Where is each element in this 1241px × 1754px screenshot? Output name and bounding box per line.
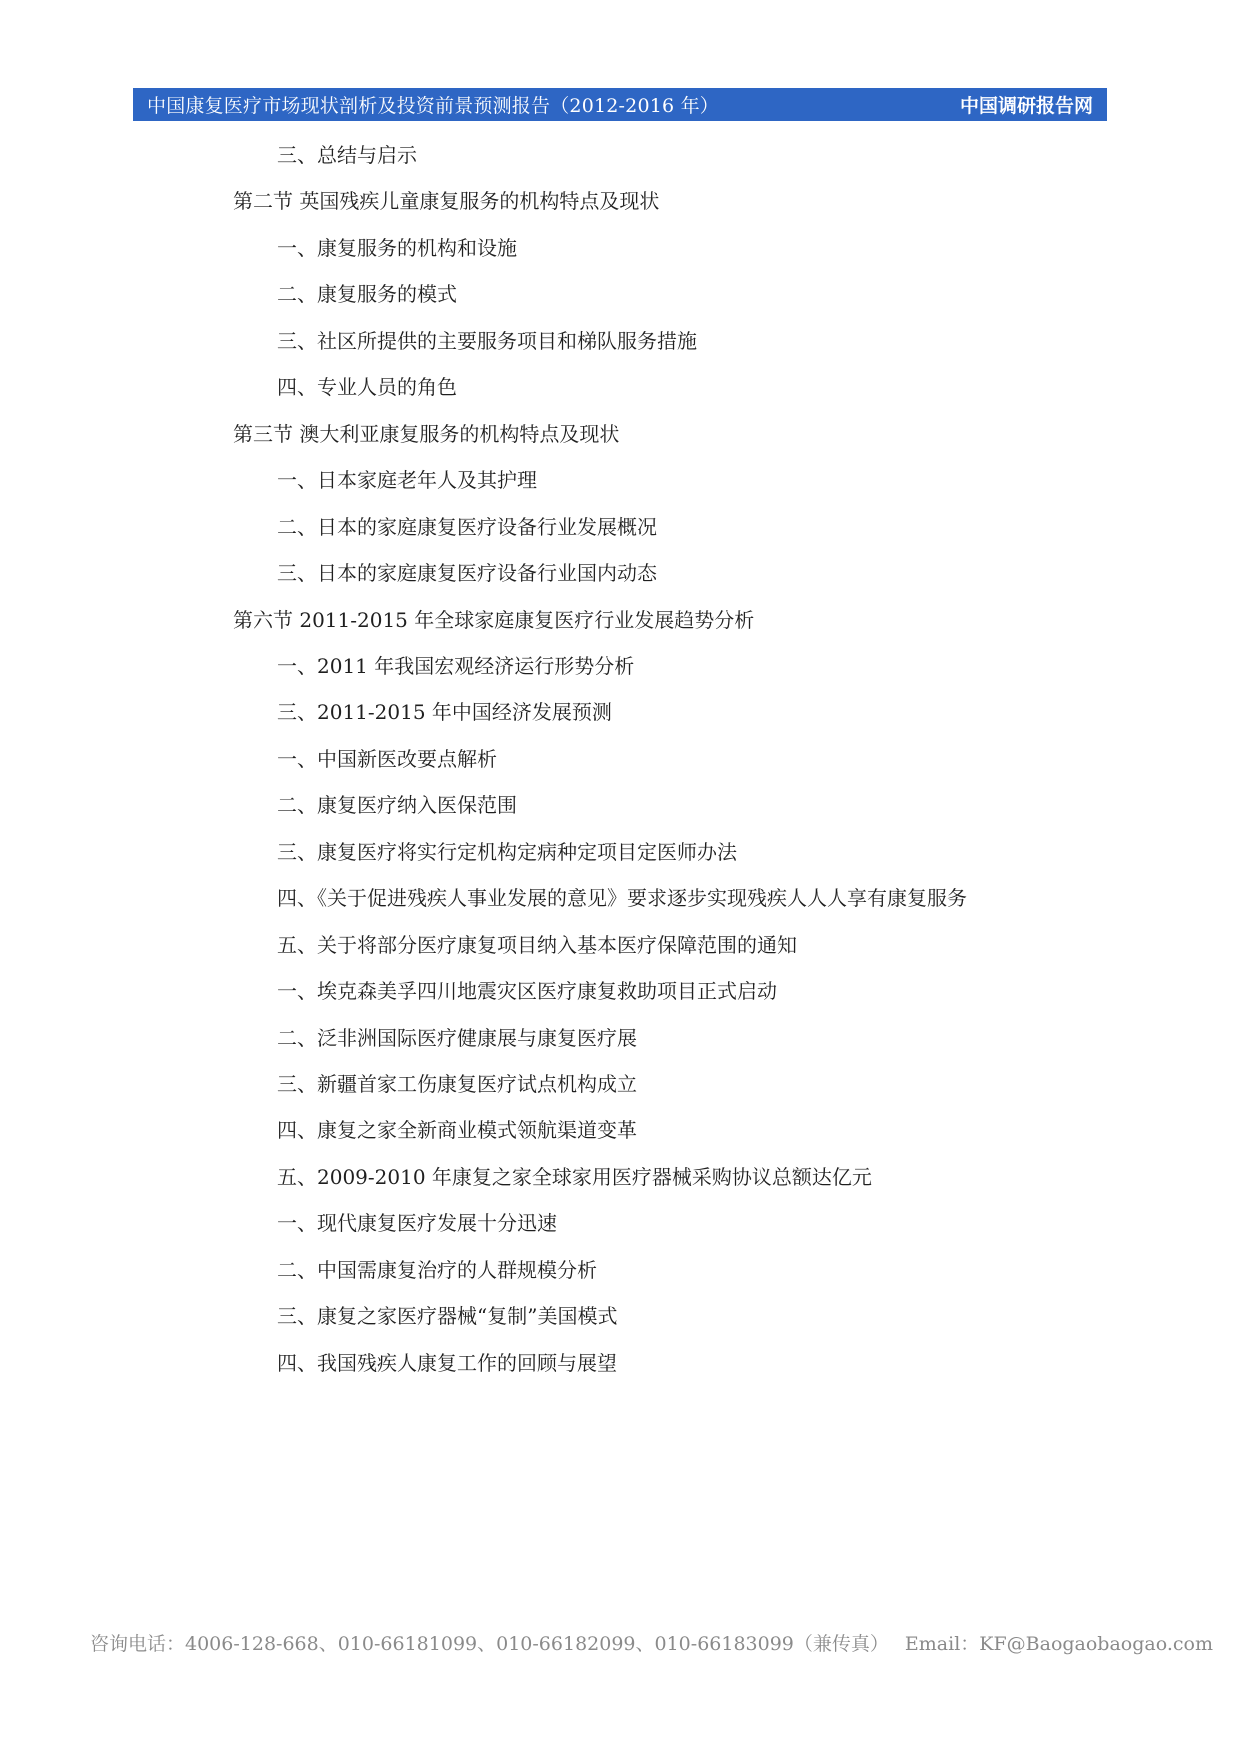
toc-item: 五、2009-2010 年康复之家全球家用医疗器械采购协议总额达亿元	[277, 1165, 872, 1189]
report-title: 中国康复医疗市场现状剖析及投资前景预测报告（2012-2016 年）	[147, 95, 719, 117]
footer-phone: 咨询电话：4006-128-668、010-66181099、010-66182099、010-66183099（兼传真）	[90, 1633, 889, 1655]
header-bar	[133, 88, 1107, 121]
toc-item: 四、《关于促进残疾人事业发展的意见》要求逐步实现残疾人人人享有康复服务	[277, 886, 967, 910]
toc-item: 四、我国残疾人康复工作的回顾与展望	[277, 1351, 617, 1375]
toc-item: 三、日本的家庭康复医疗设备行业国内动态	[277, 561, 657, 585]
toc-item: 三、康复之家医疗器械“复制”美国模式	[277, 1304, 618, 1328]
toc-item: 四、专业人员的角色	[277, 375, 457, 399]
toc-item: 三、总结与启示	[277, 143, 417, 167]
toc-item: 二、中国需康复治疗的人群规模分析	[277, 1258, 597, 1282]
toc-item: 一、埃克森美孚四川地震灾区医疗康复救助项目正式启动	[277, 979, 777, 1003]
toc-item: 一、现代康复医疗发展十分迅速	[277, 1211, 557, 1235]
toc-item: 四、康复之家全新商业模式领航渠道变革	[277, 1118, 637, 1142]
toc-section-heading: 第六节 2011-2015 年全球家庭康复医疗行业发展趋势分析	[233, 608, 755, 632]
toc-item: 五、关于将部分医疗康复项目纳入基本医疗保障范围的通知	[277, 933, 797, 957]
toc-section-heading: 第二节 英国残疾儿童康复服务的机构特点及现状	[233, 189, 660, 213]
toc-item: 一、康复服务的机构和设施	[277, 236, 517, 260]
toc-item: 三、新疆首家工伤康复医疗试点机构成立	[277, 1072, 637, 1096]
toc-item: 三、康复医疗将实行定机构定病种定项目定医师办法	[277, 840, 737, 864]
toc-item: 一、2011 年我国宏观经济运行形势分析	[277, 654, 635, 678]
toc-item: 二、康复服务的模式	[277, 282, 457, 306]
toc-item: 一、中国新医改要点解析	[277, 747, 497, 771]
toc-item: 二、泛非洲国际医疗健康展与康复医疗展	[277, 1026, 637, 1050]
footer-contact	[90, 1632, 1213, 1656]
footer-email: Email：KF@Baogaobaogao.com	[904, 1633, 1213, 1655]
toc-item: 三、社区所提供的主要服务项目和梯队服务措施	[277, 329, 697, 353]
toc-item: 三、2011-2015 年中国经济发展预测	[277, 700, 612, 724]
toc-item: 二、日本的家庭康复医疗设备行业发展概况	[277, 515, 657, 539]
toc-item: 二、康复医疗纳入医保范围	[277, 793, 517, 817]
site-name: 中国调研报告网	[959, 95, 1093, 117]
toc-item: 一、日本家庭老年人及其护理	[277, 468, 537, 492]
toc-section-heading: 第三节 澳大利亚康复服务的机构特点及现状	[233, 422, 620, 446]
